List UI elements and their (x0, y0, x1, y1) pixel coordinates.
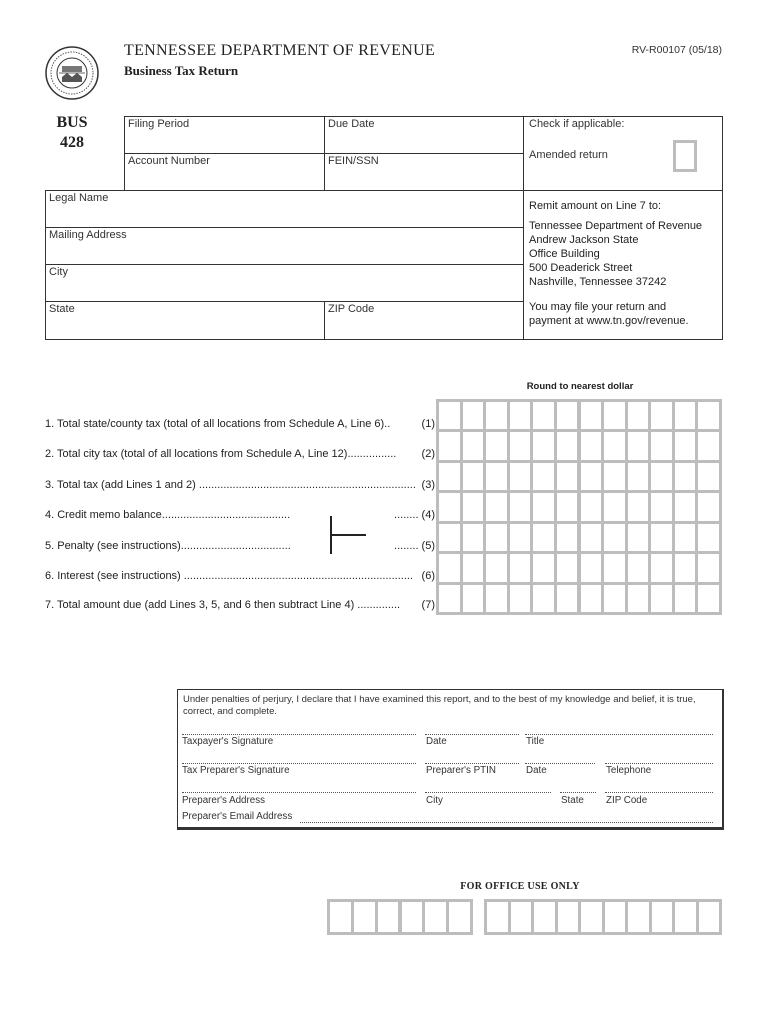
remit-address-line: 500 Deaderick Street (529, 262, 633, 274)
line-4-text: 4. Credit memo balance.......................................... (45, 509, 291, 521)
amount-digit-cell[interactable] (439, 524, 460, 551)
amount-digit-cell[interactable] (651, 493, 672, 520)
amount-digit-cell[interactable] (604, 524, 625, 551)
amount-digit-cell[interactable] (439, 432, 460, 459)
office-use-label: FOR OFFICE USE ONLY (460, 881, 580, 892)
amount-digit-cell[interactable] (486, 585, 507, 612)
due-date-field[interactable] (324, 116, 524, 154)
department-title: TENNESSEE DEPARTMENT OF REVENUE (124, 42, 436, 59)
amount-entry-grid (436, 399, 722, 615)
line-1 (45, 418, 435, 430)
amount-digit-cell[interactable] (675, 554, 696, 581)
due-date-label: Due Date (328, 118, 375, 130)
line-7-number: (7) (421, 599, 435, 611)
fein-ssn-field[interactable] (324, 153, 524, 191)
form-code-line2: 428 (60, 134, 84, 151)
amount-digit-cell[interactable] (510, 402, 531, 429)
state-field[interactable] (45, 301, 325, 340)
line-5-text: 5. Penalty (see instructions).................................... (45, 540, 291, 552)
amount-digit-cell[interactable] (698, 493, 719, 520)
line-3 (45, 479, 435, 491)
amount-digit-cell[interactable] (698, 585, 719, 612)
amount-digit-cell[interactable] (557, 554, 578, 581)
amount-digit-cell[interactable] (628, 524, 649, 551)
amount-digit-cell[interactable] (533, 432, 554, 459)
line-1-number: (1) (421, 418, 435, 430)
amount-digit-cell[interactable] (581, 432, 602, 459)
state-label: State (49, 303, 75, 315)
title-label: Title (526, 736, 545, 747)
amount-digit-cell[interactable] (463, 463, 484, 490)
fein-ssn-label: FEIN/SSN (328, 155, 379, 167)
subtract-bracket-tick (330, 534, 366, 536)
amount-digit-cell[interactable] (533, 402, 554, 429)
legal-name-label: Legal Name (49, 192, 109, 204)
office-use-cell (558, 902, 579, 932)
amount-digit-cell[interactable] (510, 585, 531, 612)
amount-digit-cell[interactable] (675, 402, 696, 429)
office-use-cell (675, 902, 696, 932)
remit-intro: Remit amount on Line 7 to: (529, 200, 662, 212)
zip-code-field[interactable] (324, 301, 524, 340)
amount-digit-cell[interactable] (533, 554, 554, 581)
amount-digit-cell[interactable] (463, 402, 484, 429)
line-2-number: (2) (421, 448, 435, 460)
amount-digit-cell[interactable] (439, 585, 460, 612)
line-4-number: ........ (4) (394, 509, 435, 521)
date-label: Date (426, 736, 447, 747)
amount-digit-cell[interactable] (628, 402, 649, 429)
office-use-cell (330, 902, 351, 932)
amended-return-checkbox[interactable] (673, 140, 697, 172)
filing-period-field[interactable] (124, 116, 325, 154)
amount-digit-cell[interactable] (581, 524, 602, 551)
amount-digit-cell[interactable] (675, 585, 696, 612)
amount-digit-cell[interactable] (463, 554, 484, 581)
remit-address-line: Andrew Jackson State (529, 234, 639, 246)
perjury-statement: Under penalties of perjury, I declare that I have examined this report, and to the best of my knowledge and belief, it is true, correct, and complete. (183, 694, 696, 717)
office-use-cell (425, 902, 446, 932)
line-1-text: 1. Total state/county tax (total of all locations from Schedule A, Line 6).. (45, 418, 391, 430)
amount-digit-cell[interactable] (463, 585, 484, 612)
amount-digit-cell[interactable] (675, 524, 696, 551)
zip-code-label: ZIP Code (328, 303, 375, 315)
amount-digit-cell[interactable] (604, 402, 625, 429)
amount-digit-cell[interactable] (581, 463, 602, 490)
tennessee-state-seal-icon (45, 46, 99, 100)
amount-digit-cell[interactable] (628, 493, 649, 520)
office-use-box-left (327, 899, 473, 935)
tax-preparer-signature-label: Tax Preparer's Signature (182, 765, 290, 776)
line-5-number: ........ (5) (394, 540, 435, 552)
amount-digit-cell[interactable] (557, 585, 578, 612)
mailing-address-label: Mailing Address (49, 229, 127, 241)
preparer-email-label: Preparer's Email Address (182, 811, 293, 822)
remit-address-line: Tennessee Department of Revenue (529, 220, 703, 232)
preparer-zip-label: ZIP Code (606, 795, 648, 806)
amount-digit-cell[interactable] (604, 585, 625, 612)
line-2-text: 2. Total city tax (total of all locations from Schedule A, Line 12)................ (45, 448, 397, 460)
line-6 (45, 570, 435, 582)
office-use-cell (581, 902, 602, 932)
amount-digit-cell[interactable] (486, 554, 507, 581)
amount-digit-cell[interactable] (651, 585, 672, 612)
amount-digit-cell[interactable] (510, 493, 531, 520)
form-code-line1: BUS (56, 114, 88, 131)
line-3-number: (3) (421, 479, 435, 491)
amount-digit-cell[interactable] (533, 493, 554, 520)
amount-digit-cell[interactable] (510, 463, 531, 490)
line-3-text: 3. Total tax (add Lines 1 and 2) ....................................................................... (45, 479, 416, 491)
city-label: City (49, 266, 68, 278)
line-6-number: (6) (421, 570, 435, 582)
taxpayer-signature-label: Taxpayer's Signature (182, 736, 274, 747)
amount-digit-cell[interactable] (604, 493, 625, 520)
office-use-cell (487, 902, 508, 932)
amount-digit-cell[interactable] (486, 432, 507, 459)
online-filing-line: You may file your return and (529, 301, 667, 313)
amount-digit-cell[interactable] (510, 432, 531, 459)
line-7 (45, 599, 435, 611)
amount-digit-cell[interactable] (628, 432, 649, 459)
amount-digit-cell[interactable] (439, 554, 460, 581)
filing-period-label: Filing Period (128, 118, 190, 130)
account-number-label: Account Number (128, 155, 210, 167)
amount-digit-cell[interactable] (510, 524, 531, 551)
online-filing-line: payment at www.tn.gov/revenue. (529, 315, 689, 327)
line-6-text: 6. Interest (see instructions) ........................................................................... (45, 570, 413, 582)
amount-digit-cell[interactable] (533, 585, 554, 612)
amount-digit-cell[interactable] (675, 463, 696, 490)
office-use-cell (534, 902, 555, 932)
amount-digit-cell[interactable] (651, 524, 672, 551)
amount-digit-cell[interactable] (463, 432, 484, 459)
line-4 (45, 509, 345, 521)
remit-instructions (529, 199, 702, 328)
amount-digit-cell[interactable] (533, 524, 554, 551)
amount-digit-cell[interactable] (557, 402, 578, 429)
amount-digit-cell[interactable] (486, 493, 507, 520)
form-number: RV-R00107 (05/18) (631, 44, 722, 56)
office-use-cell (354, 902, 375, 932)
amount-digit-cell[interactable] (651, 432, 672, 459)
amount-digit-cell[interactable] (486, 402, 507, 429)
amount-digit-cell[interactable] (557, 493, 578, 520)
check-if-applicable-label: Check if applicable: (529, 118, 625, 130)
preparer-date-label: Date (526, 765, 547, 776)
amount-digit-cell[interactable] (651, 463, 672, 490)
amount-digit-cell[interactable] (604, 463, 625, 490)
amount-digit-cell[interactable] (557, 432, 578, 459)
amount-digit-cell[interactable] (628, 463, 649, 490)
form-subtitle: Business Tax Return (124, 63, 239, 78)
amount-digit-cell[interactable] (463, 524, 484, 551)
preparer-city-label: City (426, 795, 443, 806)
amount-digit-cell[interactable] (698, 524, 719, 551)
amount-digit-cell[interactable] (698, 402, 719, 429)
city-field[interactable] (45, 264, 524, 302)
round-nearest-dollar-label: Round to nearest dollar (526, 381, 634, 392)
line-2 (45, 448, 435, 460)
preparer-address-label: Preparer's Address (182, 795, 266, 806)
office-use-cell (628, 902, 649, 932)
office-use-cell (699, 902, 720, 932)
amount-digit-cell[interactable] (439, 493, 460, 520)
amount-digit-cell[interactable] (510, 554, 531, 581)
amount-digit-cell[interactable] (463, 493, 484, 520)
amount-digit-cell[interactable] (698, 554, 719, 581)
amended-return-label: Amended return (529, 149, 608, 161)
amount-digit-cell[interactable] (439, 463, 460, 490)
amount-digit-cell[interactable] (581, 554, 602, 581)
amount-digit-cell[interactable] (439, 402, 460, 429)
account-number-field[interactable] (124, 153, 325, 191)
office-use-cell (511, 902, 532, 932)
telephone-label: Telephone (606, 765, 652, 776)
amount-digit-cell[interactable] (557, 463, 578, 490)
mailing-address-field[interactable] (45, 227, 524, 265)
amount-digit-cell[interactable] (581, 402, 602, 429)
form-code (46, 113, 98, 153)
amount-digit-cell[interactable] (651, 554, 672, 581)
office-use-cell (652, 902, 673, 932)
office-use-cell (402, 902, 423, 932)
amount-digit-cell[interactable] (581, 585, 602, 612)
amount-digit-cell[interactable] (651, 402, 672, 429)
office-use-cell (449, 902, 470, 932)
amount-digit-cell[interactable] (675, 493, 696, 520)
amount-digit-cell[interactable] (486, 463, 507, 490)
amount-digit-cell[interactable] (604, 554, 625, 581)
amount-digit-cell[interactable] (581, 493, 602, 520)
amount-digit-cell[interactable] (698, 463, 719, 490)
amount-digit-cell[interactable] (557, 524, 578, 551)
line-5 (45, 540, 345, 552)
preparer-state-label: State (561, 795, 584, 806)
amount-digit-cell[interactable] (533, 463, 554, 490)
amount-digit-cell[interactable] (628, 585, 649, 612)
office-use-cell (605, 902, 626, 932)
line-7-text: 7. Total amount due (add Lines 3, 5, and 6 then subtract Line 4) .............. (45, 599, 401, 611)
remit-address-line: Nashville, Tennessee 37242 (529, 276, 667, 288)
remit-address-line: Office Building (529, 248, 600, 260)
amount-digit-cell[interactable] (628, 554, 649, 581)
legal-name-field[interactable] (45, 190, 524, 228)
office-use-box-right (484, 899, 722, 935)
amount-digit-cell[interactable] (604, 432, 625, 459)
preparer-ptin-label: Preparer's PTIN (426, 765, 496, 776)
amount-digit-cell[interactable] (698, 432, 719, 459)
amount-digit-cell[interactable] (675, 432, 696, 459)
amount-digit-cell[interactable] (486, 524, 507, 551)
office-use-cell (378, 902, 399, 932)
